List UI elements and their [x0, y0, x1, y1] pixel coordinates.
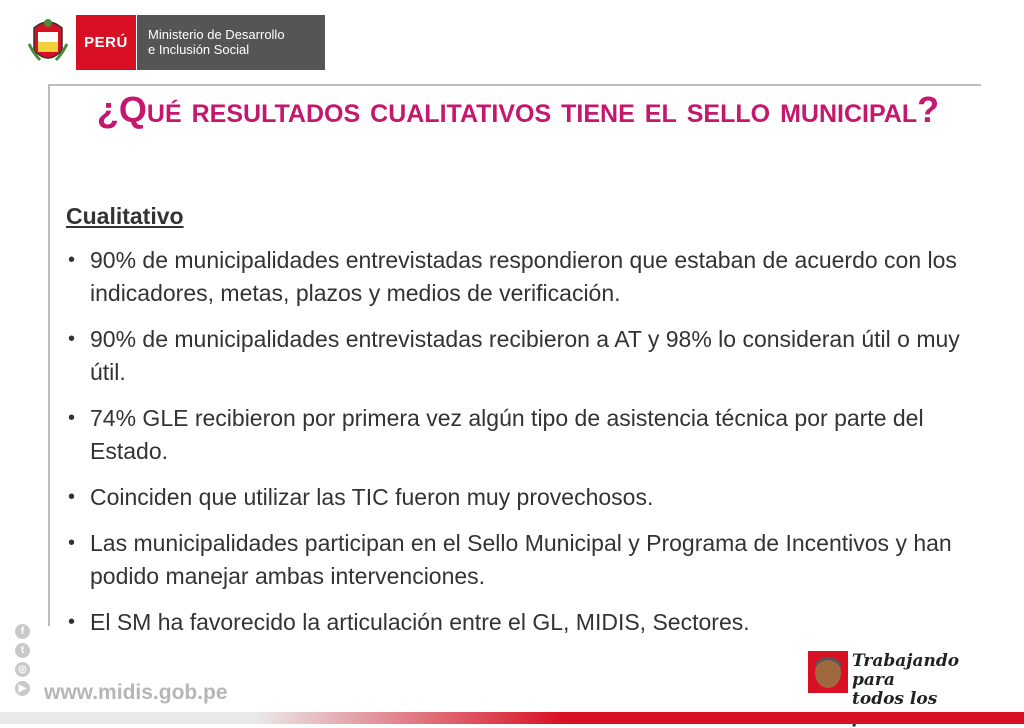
slide-title: ¿Qué resultados cualitativos tiene el sello municipal? — [96, 89, 940, 130]
list-item-text: Coinciden que utilizar las TIC fueron muy provechosos. — [90, 484, 654, 510]
section-heading: Cualitativo — [66, 203, 184, 229]
youtube-icon[interactable]: ▶ — [15, 681, 30, 696]
list-item-text: 74% GLE recibieron por primera vez algún tipo de asistencia técnica por parte del Estado. — [90, 405, 924, 464]
ministry-name — [137, 15, 325, 70]
tagline-line-1: Trabajando para — [852, 651, 960, 690]
ministry-line-2: e Inclusión Social — [148, 42, 250, 57]
website-link[interactable]: www.midis.gob.pe — [44, 681, 228, 704]
bottom-bar — [0, 712, 1024, 724]
coat-of-arms-icon — [26, 14, 70, 70]
portrait-image — [808, 651, 848, 693]
tagline-line-2: todos los — [852, 689, 938, 709]
list-item: • 74% GLE recibieron por primera vez algún tipo de asistencia técnica por parte del Estado. — [68, 405, 924, 464]
instagram-icon[interactable]: ◎ — [15, 662, 30, 677]
social-icons — [15, 624, 31, 700]
list-item-text: 90% de municipalidades entrevistadas respondieron que estaban de acuerdo con los indicadores, metas, plazos y medios de verificación. — [90, 247, 957, 306]
bullet-list — [66, 244, 981, 652]
list-item: • Las municipalidades participan en el Sello Municipal y Programa de Incentivos y han podido manejar ambas intervenciones. — [68, 530, 952, 589]
list-item-text: El SM ha favorecido la articulación entre el GL, MIDIS, Sectores. — [90, 609, 750, 635]
list-item-text: Las municipalidades participan en el Sello Municipal y Programa de Incentivos y han podido manejar ambas intervenciones. — [90, 530, 952, 589]
list-item: • El SM ha favorecido la articulación entre el GL, MIDIS, Sectores. — [68, 609, 750, 635]
peru-label: PERÚ — [76, 15, 136, 70]
twitter-icon[interactable]: t — [15, 643, 30, 658]
list-item: • 90% de municipalidades entrevistadas respondieron que estaban de acuerdo con los indicadores, metas, plazos y medios de verificación. — [68, 247, 957, 306]
list-item-text: 90% de municipalidades entrevistadas recibieron a AT y 98% lo consideran útil o muy útil. — [90, 326, 960, 385]
list-item: • 90% de municipalidades entrevistadas recibieron a AT y 98% lo consideran útil o muy útil. — [68, 326, 960, 385]
ministry-line-1: Ministerio de Desarrollo — [148, 27, 285, 42]
facebook-icon[interactable]: f — [15, 624, 30, 639]
list-item: • Coinciden que utilizar las TIC fueron muy provechosos. — [68, 484, 654, 510]
divider-left — [48, 84, 50, 626]
